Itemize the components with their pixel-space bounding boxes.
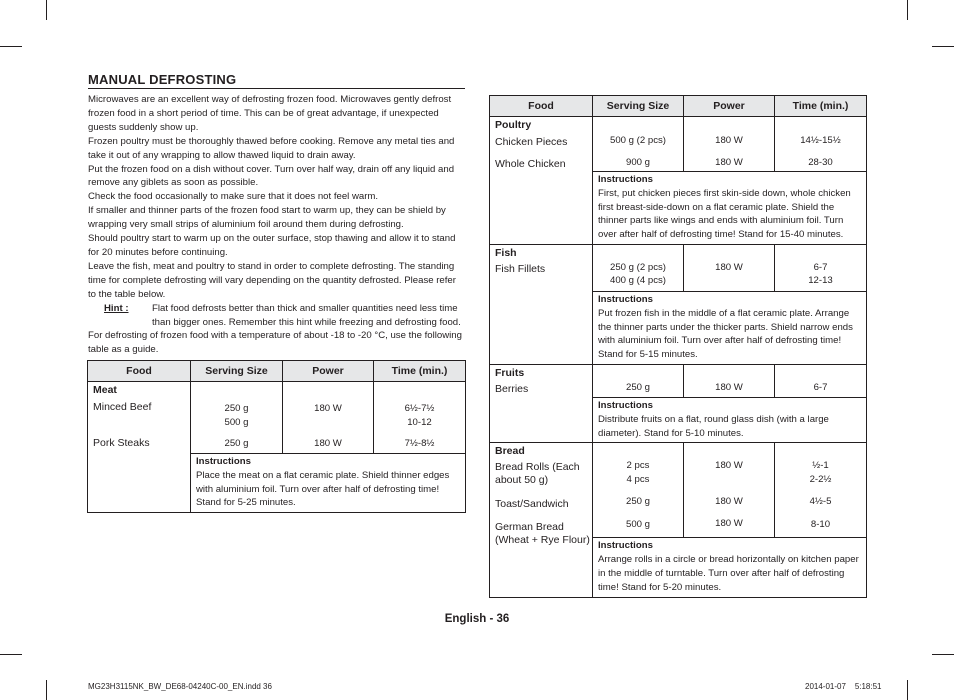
serving-value: 4 pcs: [626, 473, 650, 485]
serving-value: 250 g: [625, 496, 650, 508]
time-value: 14½-15½: [800, 135, 841, 146]
serving-value: 250 g: [224, 403, 249, 414]
table-row: [490, 117, 867, 172]
category-name: Fish: [495, 246, 517, 259]
serving-cell: [191, 382, 283, 454]
power-value: 180 W: [715, 518, 743, 530]
instructions-cell: [191, 454, 466, 513]
time-cell: [374, 382, 466, 454]
crop-mark: [0, 46, 22, 47]
hint-block: [104, 302, 465, 330]
section-title: MANUAL DEFROSTING: [88, 72, 237, 87]
serving-value: 500 g: [625, 518, 650, 530]
page-number: English - 36: [444, 613, 510, 625]
paragraph: Leave the fish, meat and poultry to stand in order to complete defrosting. The standing time for complete defrosting will vary depending on the quantity defrosted. Please refer to the table below.: [88, 260, 456, 300]
heading-divider: [88, 88, 465, 89]
power-value: 180 W: [715, 135, 743, 146]
serving-cell: [593, 244, 684, 291]
hint-label: Hint :: [104, 302, 129, 314]
instructions-text: First, put chicken pieces first skin-side down, whole chicken first breast-side-down on a flat ceramic plate. Shield the thinner parts like wings and ends with aluminium foil. Turn over after half of defrosting time! Stand for 15-40 minutes.: [598, 187, 851, 241]
instructions-cell: [593, 538, 867, 597]
time-cell: [775, 443, 867, 538]
date-slug: 2014-01-07 5:18:51: [805, 682, 882, 691]
time-value: 6-7: [813, 261, 828, 273]
category-name: Fruits: [495, 366, 525, 379]
time-value: 6½-7½: [404, 403, 435, 414]
serving-value: 900 g: [625, 156, 650, 168]
food-name: Bread Rolls (Each about 50 g): [495, 461, 580, 487]
instructions-label: Instructions: [598, 174, 653, 185]
instructions-label: Instructions: [196, 456, 251, 467]
power-cell: [684, 244, 775, 291]
paragraph: Microwaves are an excellent way of defrosting frozen food. Microwaves gently defrost frozen food in a short period of time. This can be of great advantage, if unexpected guests suddenly show up.: [88, 94, 452, 133]
serving-cell: [593, 364, 684, 397]
power-cell: [684, 364, 775, 397]
power-cell: [684, 117, 775, 172]
intro-text: [88, 93, 465, 357]
time-value: 12-13: [808, 275, 833, 287]
time-value: 28-30: [808, 156, 833, 168]
time-cell: [775, 364, 867, 397]
header-serving-size: Serving Size: [191, 361, 283, 382]
crop-mark: [0, 654, 22, 655]
instructions-cell: [593, 397, 867, 442]
time-value: 4½-5: [809, 496, 832, 508]
time-value: 7½-8½: [404, 438, 435, 449]
time-value: 2-2½: [809, 473, 832, 485]
instructions-label: Instructions: [598, 293, 653, 305]
defrost-table: [489, 95, 867, 598]
crop-mark: [46, 0, 47, 20]
header-time: Time (min.): [775, 96, 867, 117]
meat-defrost-table: [87, 360, 466, 513]
hint-text: Flat food defrosts better than thick and smaller quantities need less time than bigger ones. Remember this hint while freezing and defrosting food.: [152, 302, 461, 328]
power-value: 180 W: [715, 156, 743, 168]
paragraph: If smaller and thinner parts of the frozen food start to warm up, they can be shield by wrapping very small strips of aluminium foil around them during defrosting.: [88, 205, 446, 231]
paragraph: For defrosting of frozen food with a temperature of about -18 to -20 °C, use the following table as a guide.: [88, 330, 462, 356]
serving-value: 500 g (2 pcs): [610, 135, 666, 146]
header-power: Power: [684, 96, 775, 117]
food-cell: [490, 443, 593, 597]
instructions-label: Instructions: [598, 540, 653, 552]
serving-value: 250 g: [224, 438, 249, 449]
food-name: Pork Steaks: [93, 437, 150, 449]
power-cell: [283, 382, 374, 454]
food-name: Berries: [495, 382, 529, 395]
instructions-cell: [593, 172, 867, 245]
food-name: Chicken Pieces: [495, 136, 568, 148]
instructions-text: Arrange rolls in a circle or bread horizontally on kitchen paper in the middle of turntable. Turn over after half of defrosting time! Stand for 5-20 minutes.: [598, 554, 859, 593]
power-value: 180 W: [715, 495, 743, 507]
serving-value: 250 g (2 pcs): [610, 261, 666, 273]
food-name: Fish Fillets: [495, 262, 546, 275]
paragraph: Put the frozen food on a dish without cover. Turn over half way, drain off any liquid and remove any giblets as soon as possible.: [88, 163, 455, 189]
header-time: Time (min.): [374, 361, 466, 382]
serving-value: 2 pcs: [626, 460, 650, 472]
instructions-cell: [593, 291, 867, 364]
food-name: Toast/Sandwich: [495, 498, 569, 511]
power-value: 180 W: [715, 460, 743, 472]
time-value: 8-10: [810, 518, 831, 530]
power-cell: [684, 443, 775, 538]
paragraph: Should poultry start to warm up on the outer surface, stop thawing and allow it to stand for 20 minutes before continuing.: [88, 233, 456, 258]
file-slug: MG23H3115NK_BW_DE68-04240C-00_EN.indd 36: [88, 682, 272, 691]
food-name: German Bread (Wheat + Rye Flour): [495, 521, 590, 547]
time-cell: [775, 117, 867, 172]
table-header-row: [88, 361, 466, 382]
table-row: [490, 244, 867, 291]
food-cell: [490, 244, 593, 364]
table-header-row: [490, 96, 867, 117]
crop-mark: [907, 680, 908, 700]
time-cell: [775, 244, 867, 291]
food-cell: [88, 382, 191, 513]
instructions-text: Distribute fruits on a flat, round glass dish (with a large diameter). Stand for 5-10 minutes.: [598, 413, 829, 439]
time-value: 6-7: [813, 381, 828, 393]
category-name: Meat: [93, 384, 117, 396]
paragraph: Check the food occasionally to make sure that it does not feel warm.: [88, 191, 379, 203]
power-value: 180 W: [715, 261, 743, 273]
time-value: 10-12: [407, 416, 432, 428]
category-name: Poultry: [495, 119, 532, 131]
crop-mark: [932, 654, 954, 655]
power-value: 180 W: [314, 403, 342, 414]
time-value: ½-1: [812, 460, 829, 472]
header-food: Food: [88, 361, 191, 382]
serving-value: 500 g: [224, 416, 249, 428]
food-name: Minced Beef: [93, 401, 152, 413]
power-value: 180 W: [314, 437, 342, 449]
paragraph: Frozen poultry must be thoroughly thawed before cooking. Remove any metal ties and take it out of any wrapping to allow thawed liquid to drain away.: [88, 135, 455, 161]
instructions-label: Instructions: [598, 399, 653, 411]
crop-mark: [907, 0, 908, 20]
crop-mark: [46, 680, 47, 700]
food-name: Whole Chicken: [495, 158, 566, 170]
instructions-text: Put frozen fish in the middle of a flat ceramic plate. Arrange the thinner parts under the thicker parts. Shield narrow ends with aluminium foil. Turn over after half of defrosting time! Stand for 5-15 minutes.: [598, 307, 853, 361]
header-power: Power: [283, 361, 374, 382]
table-row: [88, 382, 466, 454]
serving-value: 250 g: [625, 381, 650, 393]
table-row: [490, 364, 867, 397]
serving-cell: [593, 117, 684, 172]
food-cell: [490, 364, 593, 442]
header-serving-size: Serving Size: [593, 96, 684, 117]
serving-value: 400 g (4 pcs): [610, 275, 666, 287]
crop-mark: [932, 46, 954, 47]
food-cell: [490, 117, 593, 245]
header-food: Food: [490, 96, 593, 117]
instructions-text: Place the meat on a flat ceramic plate. Shield thinner edges with aluminium foil. Turn over after half of defrosting time! Stand for 5-25 minutes.: [196, 469, 450, 509]
table-row: [490, 443, 867, 538]
serving-cell: [593, 443, 684, 538]
power-value: 180 W: [715, 381, 743, 393]
category-name: Bread: [495, 445, 525, 458]
